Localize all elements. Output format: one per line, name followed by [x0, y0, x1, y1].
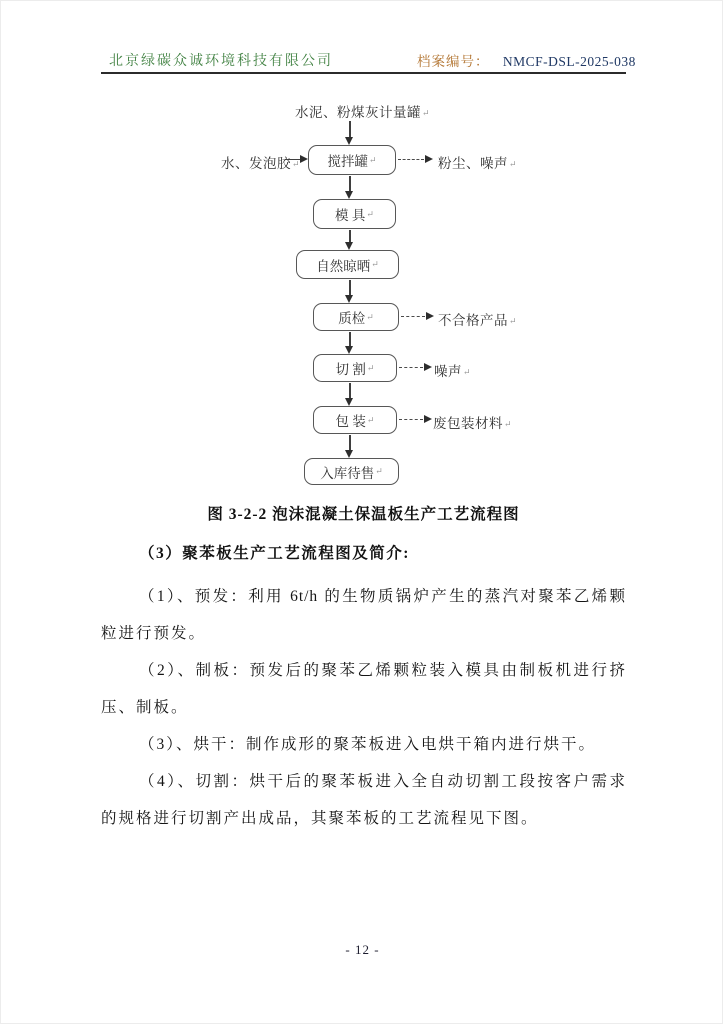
- flow-box-packaging: 包 装 ↵: [313, 406, 397, 434]
- return-mark: ↵: [366, 208, 374, 219]
- flow-box-mold: 模 具 ↵: [313, 199, 396, 229]
- return-mark: ↵: [292, 159, 301, 169]
- archive-number-value: NMCF-DSL-2025-038: [502, 54, 636, 69]
- paragraph-line: 压、制板。: [101, 699, 189, 716]
- page-number: - 12 -: [345, 942, 380, 957]
- paragraph-line: 粒进行预发。: [101, 625, 207, 642]
- dashed-arrow-line: [399, 419, 423, 420]
- flow-output-noise: 噪声↵: [434, 364, 472, 379]
- flow-output-dust-noise: 粉尘、噪声↵: [438, 156, 518, 171]
- paragraph-line: （4）、切割：烘干后的聚苯板进入全自动切割工段按客户需求: [139, 773, 626, 790]
- down-arrowhead: [345, 398, 353, 406]
- flow-output-waste-packaging: 废包装材料↵: [433, 416, 513, 431]
- header-divider: [101, 72, 626, 74]
- return-mark: ↵: [368, 154, 377, 165]
- paragraph-line: （2）、制板：预发后的聚苯乙烯颗粒装入模具由制板机进行挤: [139, 662, 626, 679]
- return-mark: ↵: [366, 311, 374, 322]
- down-arrowhead: [345, 346, 353, 354]
- dashed-arrowhead: [426, 312, 434, 320]
- down-arrow-line: [349, 435, 351, 450]
- down-arrow-line: [349, 230, 351, 242]
- header-company-name: 北京绿碳众诚环境科技有限公司: [109, 54, 333, 69]
- right-arrow-line: [285, 159, 301, 160]
- dashed-arrow-line: [399, 367, 423, 368]
- return-mark: ↵: [509, 316, 518, 326]
- archive-number-label: 档案编号：: [417, 54, 490, 69]
- flow-input-label: 水、发泡胶↵: [221, 156, 301, 171]
- down-arrowhead: [345, 191, 353, 199]
- down-arrowhead: [345, 295, 353, 303]
- dashed-arrow-line: [398, 159, 424, 160]
- right-arrowhead: [300, 155, 308, 163]
- down-arrow-line: [349, 176, 351, 191]
- return-mark: ↵: [504, 419, 513, 429]
- return-mark: ↵: [375, 466, 383, 476]
- return-mark: ↵: [371, 259, 379, 269]
- paragraph-line: 的规格进行切割产出成品，其聚苯板的工艺流程见下图。: [101, 810, 539, 827]
- down-arrow-line: [349, 332, 351, 346]
- paragraph-line: （3）、烘干：制作成形的聚苯板进入电烘干箱内进行烘干。: [139, 736, 597, 753]
- dashed-arrowhead: [424, 363, 432, 371]
- dashed-arrowhead: [425, 155, 433, 163]
- down-arrow-line: [349, 383, 351, 398]
- flow-source-label: 水泥、粉煤灰计量罐↵: [295, 105, 431, 120]
- dashed-arrow-line: [401, 316, 425, 317]
- section-heading: （3）聚苯板生产工艺流程图及简介:: [139, 545, 410, 562]
- return-mark: ↵: [422, 108, 431, 118]
- flow-box-mixing-tank: 搅拌罐 ↵: [308, 145, 396, 175]
- down-arrow-line: [349, 121, 351, 137]
- return-mark: ↵: [509, 159, 518, 169]
- figure-caption: 图 3-2-2 泡沫混凝土保温板生产工艺流程图: [207, 506, 520, 523]
- flow-output-rejects: 不合格产品↵: [438, 313, 518, 328]
- body-text: [101, 578, 626, 837]
- header-archive: [417, 50, 636, 70]
- dashed-arrowhead: [424, 415, 432, 423]
- down-arrow-line: [349, 280, 351, 295]
- down-arrowhead: [345, 450, 353, 458]
- return-mark: ↵: [366, 362, 375, 373]
- return-mark: ↵: [366, 414, 375, 425]
- down-arrowhead: [345, 242, 353, 250]
- flow-box-warehouse-sale: 入库待售 ↵: [304, 458, 399, 485]
- flow-box-cutting: 切 割 ↵: [313, 354, 397, 382]
- flow-box-natural-drying: 自然晾晒 ↵: [296, 250, 399, 279]
- return-mark: ↵: [463, 367, 472, 377]
- flow-box-quality-inspection: 质检 ↵: [313, 303, 399, 331]
- paragraph-line: （1）、预发：利用 6t/h 的生物质锅炉产生的蒸汽对聚苯乙烯颗: [139, 588, 626, 605]
- down-arrowhead: [345, 137, 353, 145]
